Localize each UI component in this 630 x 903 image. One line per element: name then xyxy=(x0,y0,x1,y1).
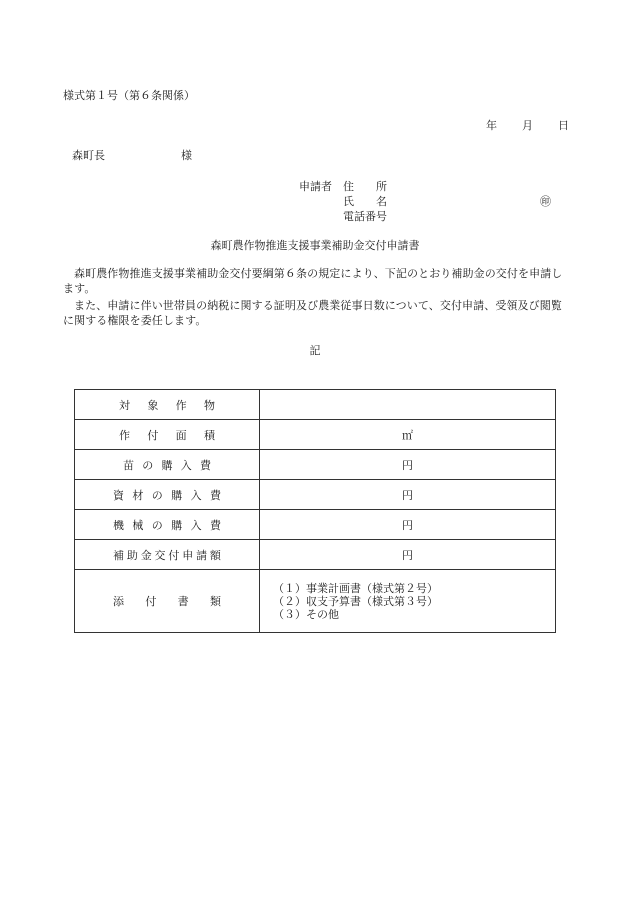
date-line xyxy=(486,119,569,133)
label-char: 付 xyxy=(147,428,159,442)
label-char: 請 xyxy=(196,548,208,562)
row-label-machinery-cost xyxy=(75,510,260,540)
label-char: 費 xyxy=(200,458,211,472)
label-char: 類 xyxy=(209,595,221,608)
date-year-label: 年 xyxy=(486,119,497,132)
label-char: の xyxy=(151,518,163,532)
label-char: の xyxy=(151,488,163,502)
table-row xyxy=(75,420,556,450)
label-char: 対 xyxy=(119,398,130,412)
seal-mark: ㊞ xyxy=(540,195,551,208)
label-char: 金 xyxy=(140,548,152,562)
row-label-material-cost xyxy=(75,480,260,510)
table-row xyxy=(75,510,556,540)
attachment-item: （２）収支予算書（様式第３号） xyxy=(273,594,438,608)
label-char: 械 xyxy=(132,518,144,532)
table-row xyxy=(75,450,556,480)
row-value-material-cost: 円 xyxy=(260,480,556,510)
label-char: 購 xyxy=(171,488,183,502)
date-month-label: 月 xyxy=(522,119,533,132)
form-number: 様式第１号（第６条関係） xyxy=(63,89,195,102)
table-row-attachments xyxy=(75,570,556,633)
document-title: 森町農作物推進支援事業補助金交付申請書 xyxy=(210,239,420,252)
label-char: 機 xyxy=(113,518,124,532)
table-row xyxy=(75,480,556,510)
label-char: 購 xyxy=(171,518,183,532)
addressee xyxy=(72,149,192,163)
row-label-planted-area xyxy=(75,420,260,450)
name-label: 氏 名 xyxy=(343,195,387,208)
label-char: 面 xyxy=(175,428,187,442)
label-char: 書 xyxy=(177,595,189,608)
label-char: 費 xyxy=(209,488,221,502)
row-value-seedling-cost: 円 xyxy=(260,450,556,480)
paragraph-1: 森町農作物推進支援事業補助金交付要綱第６条の規定により、下記のとおり補助金の交付を申請します。 xyxy=(63,267,563,295)
application-table xyxy=(74,389,556,633)
label-char: 作 xyxy=(119,428,130,442)
ki-heading: 記 xyxy=(309,344,321,357)
addressee-honorific: 様 xyxy=(181,149,192,162)
row-label-target-crop xyxy=(75,390,260,420)
applicant-label: 申請者 xyxy=(299,180,332,193)
row-value-planted-area: ㎡ xyxy=(260,420,556,450)
row-value-target-crop xyxy=(260,390,556,420)
attachment-item: （３）その他 xyxy=(273,607,339,621)
label-char: 購 xyxy=(161,458,173,472)
date-day-label: 日 xyxy=(558,119,569,132)
row-label-seedling-cost xyxy=(75,450,260,480)
label-char: 入 xyxy=(190,518,202,532)
label-char: 苗 xyxy=(123,458,134,472)
table-row xyxy=(75,390,556,420)
label-char: の xyxy=(142,458,154,472)
addressee-title: 森町長 xyxy=(72,149,105,162)
label-char: 入 xyxy=(190,488,202,502)
row-value-machinery-cost: 円 xyxy=(260,510,556,540)
label-char: 材 xyxy=(132,488,144,502)
row-label-subsidy-amount xyxy=(75,540,260,570)
attachment-item: （１）事業計画書（様式第２号） xyxy=(273,581,438,595)
label-char: 費 xyxy=(209,518,221,532)
label-char: 象 xyxy=(147,398,159,412)
label-char: 資 xyxy=(113,488,124,502)
label-char: 交 xyxy=(154,548,166,562)
phone-label: 電話番号 xyxy=(343,210,387,223)
label-char: 申 xyxy=(182,548,194,562)
label-char: 入 xyxy=(180,458,192,472)
label-char: 助 xyxy=(126,548,138,562)
label-char: 付 xyxy=(145,595,157,608)
label-char: 付 xyxy=(168,548,180,562)
label-char: 作 xyxy=(175,398,187,412)
paragraph-2: また、申請に伴い世帯員の納税に関する証明及び農業従事日数について、交付申請、受領及び閲覧に関する権限を委任します。 xyxy=(63,299,562,327)
label-char: 添 xyxy=(113,595,124,608)
table-row xyxy=(75,540,556,570)
label-char: 額 xyxy=(209,548,221,562)
label-char: 積 xyxy=(203,428,215,442)
row-label-attachments xyxy=(75,570,260,633)
label-char: 補 xyxy=(113,548,124,562)
attachment-list-cell xyxy=(260,570,556,633)
address-label: 住 所 xyxy=(343,180,387,193)
attachment-list xyxy=(260,582,555,621)
row-value-subsidy-amount: 円 xyxy=(260,540,556,570)
label-char: 物 xyxy=(203,398,215,412)
